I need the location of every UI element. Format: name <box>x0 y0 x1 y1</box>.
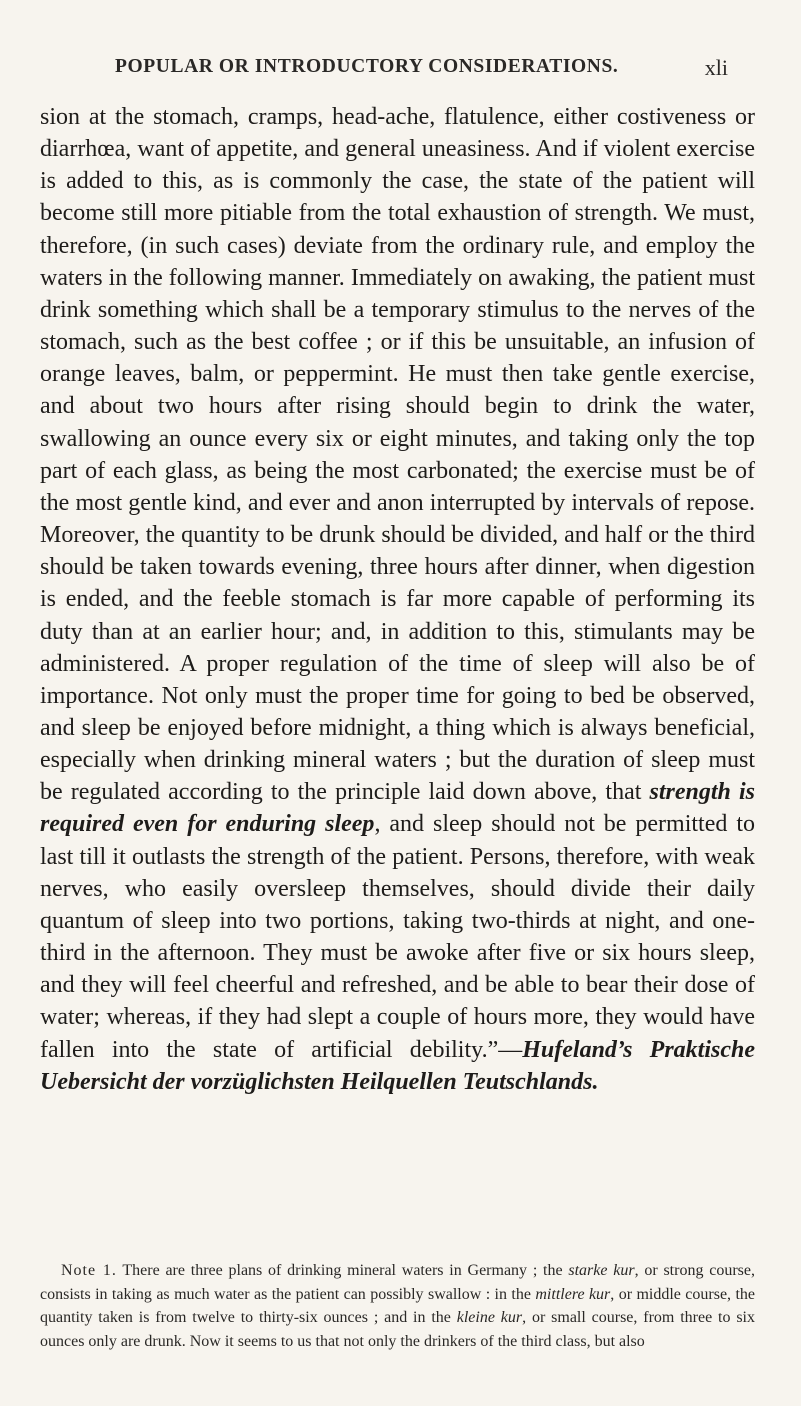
main-text-part-2: , and sleep should not be permitted to last till it outlasts the strength of the patient. Persons, therefore, with weak nerves, who easily oversleep themselves, should divide their daily quantum of sleep into two portions, taking two-thirds at night, and one-third in the afternoon. They must be awoke after five or six hours sleep, and they will feel cheerful and refreshed, and be able to bear their dose of water; whereas, if they had slept a couple of hours more, they would have fallen into the state of artificial debility.”— <box>40 811 755 1063</box>
page-number: xli <box>704 55 728 80</box>
running-head <box>115 56 728 86</box>
footnote-term-starke-kur: starke kur <box>568 1262 635 1279</box>
main-text-part-1: sion at the stomach, cramps, head-ache, flatulence, either costiveness or diarrhœa, want of appetite, and general uneasiness. And if violent exercise is added to this, as is commonly the case, the state of the patient will become still more pitiable from the total exhaustion of strength. We must, therefore, (in such cases) deviate from the ordinary rule, and employ the waters in the following manner. Immediately on awaking, the patient must drink something which shall be a temporary stimulus to the nerves of the stomach, such as the best coffee ; or if this be unsuitable, an infusion of orange leaves, balm, or peppermint. He must then take gentle exercise, and about two hours after rising should begin to drink the water, swallowing an ounce every six or eight minutes, and taking only the top part of each glass, as being the most carbonated; the exercise must be of the most gentle kind, and ever and anon interrupted by intervals of repose. Moreover, the quantity to be drunk should be divided, and half or the third should be taken towards evening, three hours after dinner, when digestion is ended, and the feeble stomach is far more capable of performing its duty than at an earlier hour; and, in addition to this, stimulants may be administered. A proper regulation of the time of sleep will also be of importance. Not only must the proper time for going to bed be observed, and sleep be enjoyed before midnight, a thing which is always beneficial, especially when drinking mineral waters ; but the duration of sleep must be regulated according to the principle laid down above, that <box>40 104 755 806</box>
citation-title: Hufeland’s Praktische Uebersicht der vorzüglichsten Heilquellen Teutschlands. <box>40 1036 755 1095</box>
main-paragraph <box>40 101 755 1098</box>
main-emphasis-1: strength is required even for enduring sleep <box>40 779 755 838</box>
footnote-label: Note 1. <box>61 1262 117 1279</box>
footnote-text-3: , or middle course, the quantity taken is from twelve to thirty-six ounces ; and in the <box>40 1285 756 1327</box>
footnote-term-mittlere-kur: mittlere kur <box>535 1285 611 1303</box>
footnote <box>40 1259 755 1354</box>
footnote-text-1: There are three plans of drinking mineral waters in Germany ; the <box>116 1262 569 1279</box>
running-title: POPULAR OR INTRODUCTORY CONSIDERATIONS. <box>115 56 619 77</box>
footnote-text-2: , or strong course, consists in taking as much water as the patient can possibly swallow : in the <box>40 1262 755 1303</box>
footnote-text-4: , or small course, from three to six ounces only are drunk. Now it seems to us that not only the drinkers of the third class, but also <box>40 1309 755 1351</box>
footnote-term-kleine-kur: kleine kur <box>456 1309 523 1327</box>
